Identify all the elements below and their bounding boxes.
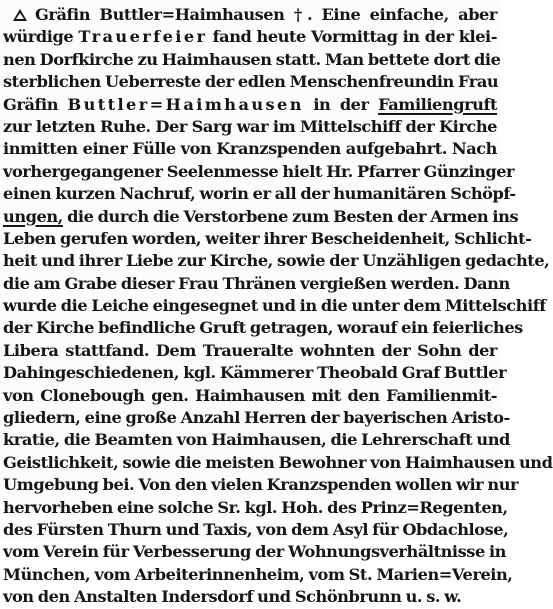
- text-line: sterblichen Ueberreste der edlen Menschenfreundin Frau: [3, 72, 499, 92]
- text-line: Umgebung bei. Von den vielen Kranzspenden wollen wir nur: [3, 475, 519, 495]
- text-line: nen Dorfkirche zu Haimhausen statt. Man bettete dort die: [3, 49, 501, 69]
- text-line: von Clonebough gen. Haimhausen mit den Familienmit-: [3, 385, 497, 405]
- text-line: von den Anstalten Indersdorf und Schönbrunn u. s. w.: [3, 587, 462, 607]
- text-line: Leben gerufen worden, weiter ihrer Bescheidenheit, Schlicht-: [3, 228, 532, 248]
- text-line: Dahingeschiedenen, kgl. Kämmerer Theobald Graf Buttler: [3, 363, 507, 383]
- text-line: München, vom Arbeiterinnenheim, vom St. Marien=Verein,: [3, 564, 513, 584]
- text-line: Libera stattfand. Dem Traueralte wohnten der Sohn der: [3, 340, 497, 360]
- text-line: inmitten einer Fülle von Kranzspenden aufgebahrt. Nach: [3, 139, 497, 159]
- text-line: hervorheben eine solche Sr. kgl. Hoh. des Prinz=Regenten,: [3, 497, 508, 517]
- underlined-word: ungen,: [3, 206, 63, 226]
- spaced-name: Buttler=Haimhausen: [67, 94, 304, 114]
- text-line: ungen, die durch die Verstorbene zum Besten der Armen ins: [3, 206, 519, 226]
- text-line: vorhergegangener Seelenmesse hielt Hr. Pfarrer Günzinger: [3, 161, 515, 181]
- spaced-word: Trauerfeier: [78, 27, 208, 47]
- text-line: einen kurzen Nachruf, worin er all der humanitären Schöpf-: [3, 184, 516, 204]
- text-line: Gräfin Buttler=Haimhausen †. Eine einfache, aber: [3, 4, 497, 26]
- text-line: gliedern, eine große Anzahl Herren der bayerischen Aristo-: [3, 408, 510, 428]
- text-line: Gräfin Buttler=Haimhausen in der Familiengruft: [3, 94, 498, 114]
- text-line: wurde die Leiche eingesegnet und in die unter dem Mittelschiff: [3, 296, 546, 316]
- text-line: der Kirche befindliche Gruft getragen, worauf ein feierliches: [3, 318, 523, 338]
- text-line: würdige Trauerfeier fand heute Vormittag in der klei-: [3, 27, 498, 47]
- text-line: vom Verein für Verbesserung der Wohnungsverhältnisse in: [3, 542, 506, 562]
- triangle-marker-icon: [13, 9, 27, 21]
- text-line: des Fürsten Thurn und Taxis, von dem Asyl für Obdachlose,: [3, 519, 509, 539]
- dagger-mark: †.: [293, 5, 313, 24]
- text-line: heit und ihrer Liebe zur Kirche, sowie der Unzähligen gedachte,: [3, 251, 550, 271]
- text-line: Geistlichkeit, sowie die meisten Bewohner von Haimhausen und: [3, 452, 553, 472]
- underlined-word: Familiengruft: [378, 94, 498, 114]
- text-line: kratie, die Beamten von Haimhausen, die Lehrerschaft und: [3, 430, 510, 450]
- text-line: zur letzten Ruhe. Der Sarg war im Mittelschiff der Kirche: [3, 116, 497, 136]
- text-line: die am Grabe dieser Frau Thränen vergießen werden. Dann: [3, 273, 510, 293]
- article-title: Gräfin Buttler=Haimhausen: [35, 5, 285, 24]
